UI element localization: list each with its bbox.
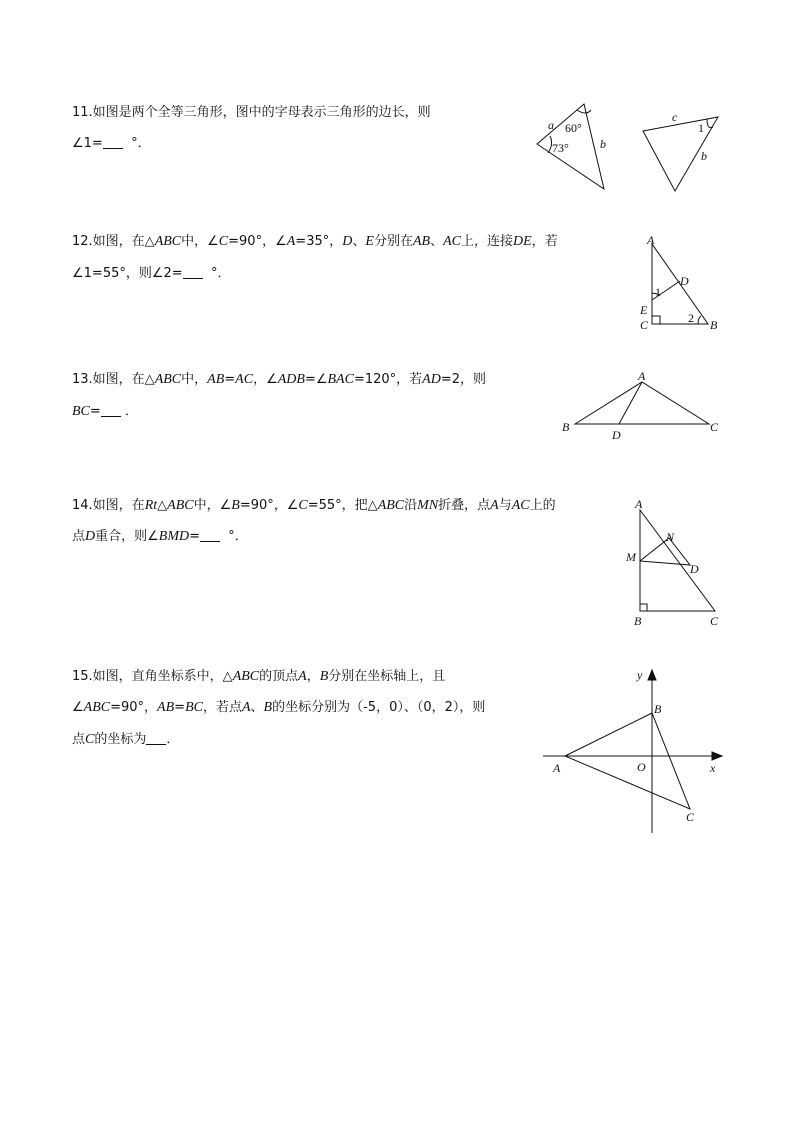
q13-triangle — [575, 382, 709, 424]
q14-var-abc: ABC — [167, 498, 194, 513]
q12-var-c: C — [218, 234, 229, 249]
q12-text-3: =90°，∠ — [228, 234, 287, 249]
q12-text-7: 、 — [430, 234, 444, 249]
q14-text-10: 点 — [72, 529, 86, 544]
q15-text-10: 的坐标分别为（-5，0）、（0，2），则 — [272, 700, 486, 715]
q14-label-B: B — [634, 614, 642, 628]
q14-text-2: △ — [157, 498, 168, 513]
q13-var-abc: ABC — [154, 372, 182, 387]
q15-label-y: y — [637, 668, 643, 682]
q12-text-2: 中，∠ — [181, 234, 219, 249]
q13-text-6: =120°，若 — [353, 372, 423, 387]
q14-var-ac: AC — [511, 498, 530, 513]
q15-text-1: 15.如图，直角坐标系中，△ — [72, 669, 233, 684]
q12-text-4: =35°， — [295, 234, 343, 249]
q15-label-x: x — [710, 761, 716, 775]
q12-line-1 — [72, 234, 558, 250]
q13-var-bc: BC — [72, 404, 90, 419]
q14-line-1 — [72, 498, 556, 514]
q15-text-7: = — [174, 700, 186, 715]
q12-var-ab: AB — [412, 234, 431, 249]
q15-triangle — [565, 713, 690, 809]
q15-text-5: ∠ — [72, 700, 84, 715]
q13-text-1: 13.如图，在△ — [72, 372, 155, 387]
q14-right-angle-mark — [640, 604, 647, 611]
q15-text-4: 分别在坐标轴上，且 — [328, 669, 446, 684]
q13-text-8: = — [89, 404, 101, 419]
q14-text-3: 中，∠ — [193, 498, 232, 513]
q12-text-8: 上，连接 — [460, 234, 513, 249]
q14-line-2 — [72, 529, 248, 545]
q14-var-bmd: BMD — [158, 529, 190, 544]
q15-var-abc: ABC — [232, 669, 260, 684]
q14-text-6: 沿 — [404, 498, 418, 513]
q12-label-A: A — [647, 233, 655, 247]
q11-label-c: c — [672, 110, 678, 124]
q13-figure — [558, 368, 728, 443]
q14-label-C: C — [710, 614, 719, 628]
q11-angle-label: ∠1= — [72, 136, 103, 151]
q13-text-4: ，∠ — [253, 372, 278, 387]
q13-label-C: C — [710, 420, 719, 434]
q12-label-2: 2 — [688, 311, 694, 325]
q13-var-bac: BAC — [327, 372, 354, 387]
q15-y-arrow — [648, 670, 656, 680]
q11-label-a: a — [548, 118, 554, 132]
q13-segment-ad — [619, 382, 642, 424]
q14-var-b: B — [231, 498, 240, 513]
q15-text-11: 点 — [72, 732, 86, 747]
q14-var-abc-2: ABC — [377, 498, 405, 513]
q12-text-1: 12.如图，在△ — [72, 234, 155, 249]
q12-var-d: D — [342, 234, 353, 249]
q13-var-ab: AB — [207, 372, 225, 387]
q15-label-C: C — [686, 810, 695, 824]
q11-label-b1: b — [600, 137, 606, 151]
q15-x-arrow — [712, 752, 722, 760]
q12-label-C: C — [640, 318, 649, 332]
q13-text-9: ． — [124, 404, 138, 419]
q14-label-A: A — [635, 497, 643, 511]
q15-text-12: 的坐标为 — [94, 732, 147, 747]
q15-line-3 — [72, 732, 179, 748]
q14-text-11: 重合，则∠ — [95, 529, 159, 544]
q15-label-A: A — [553, 761, 561, 775]
q13-answer-blank[interactable] — [101, 404, 121, 417]
q13-line-2 — [72, 404, 138, 420]
q13-var-ad: AD — [422, 372, 441, 387]
q15-label-O: O — [637, 760, 646, 774]
q13-text-2: 中， — [181, 372, 208, 387]
q11-answer-blank[interactable] — [103, 136, 123, 149]
q12-answer-blank[interactable] — [183, 266, 203, 279]
q14-text-9: 上的 — [529, 498, 556, 513]
q13-var-adb: ADB — [277, 372, 305, 387]
q14-var-rt: Rt — [144, 498, 158, 513]
q13-label-D: D — [612, 428, 621, 442]
q12-unit: °． — [210, 266, 231, 281]
q14-var-d: D — [85, 529, 96, 544]
q11-label-1: 1 — [698, 121, 704, 135]
q14-text-7: 折叠，点 — [438, 498, 491, 513]
q14-text-1: 14.如图，在 — [72, 498, 145, 513]
q14-figure — [620, 494, 730, 629]
q14-label-M: M — [626, 550, 636, 564]
q14-text-8: 与 — [498, 498, 512, 513]
q14-text-4: =90°，∠ — [239, 498, 299, 513]
q13-var-ac: AC — [235, 372, 254, 387]
q14-unit: °． — [228, 529, 248, 544]
q12-angle-mark-2 — [698, 316, 701, 324]
q11-line-1 — [72, 105, 431, 121]
q12-label-E: E — [640, 303, 648, 317]
q15-var-b-2: B — [263, 700, 273, 715]
q14-text-5: =55°，把△ — [307, 498, 378, 513]
q15-answer-blank[interactable] — [146, 732, 166, 745]
q11-triangle-left — [537, 104, 604, 189]
q14-answer-blank[interactable] — [200, 529, 220, 542]
q14-triangle — [640, 510, 715, 611]
q11-unit: °． — [131, 136, 151, 151]
q12-label-1: 1 — [655, 285, 661, 299]
q15-line-1 — [72, 669, 445, 685]
q14-var-c: C — [298, 498, 308, 513]
q11-angle-mark-2 — [577, 110, 591, 113]
q11-figure-left — [530, 96, 620, 196]
q15-text-13: ． — [166, 732, 180, 747]
q14-var-a: A — [490, 498, 499, 513]
q15-var-a-2: A — [241, 700, 251, 715]
q11-text: 11.如图是两个全等三角形，图中的字母表示三角形的边长，则 — [72, 105, 431, 120]
q12-line-2 — [72, 266, 230, 282]
q11-label-b2: b — [701, 149, 707, 163]
q11-label-60: 60° — [565, 121, 582, 135]
q12-var-ac: AC — [443, 234, 461, 249]
q12-text-10: ∠1=55°，则∠2= — [72, 266, 183, 281]
q14-var-mn: MN — [417, 498, 439, 513]
q12-var-a: A — [286, 234, 296, 249]
q13-text-5: =∠ — [304, 372, 328, 387]
q15-var-abc-2: ABC — [83, 700, 111, 715]
q15-text-8: ，若点 — [202, 700, 242, 715]
q12-text-5: 、 — [352, 234, 366, 249]
q15-var-c: C — [85, 732, 95, 747]
q12-var-abc: ABC — [154, 234, 182, 249]
q11-figure-right — [635, 106, 725, 196]
q12-var-e: E — [365, 234, 374, 249]
q12-text-6: 分别在 — [373, 234, 413, 249]
q15-figure — [540, 665, 730, 840]
q13-label-B: B — [562, 420, 570, 434]
q11-label-73: 73° — [552, 141, 569, 155]
q14-label-N: N — [666, 530, 675, 544]
q14-label-D: D — [690, 562, 699, 576]
q15-text-6: =90°， — [110, 700, 158, 715]
q15-var-ab: AB — [157, 700, 175, 715]
q13-label-A: A — [638, 369, 646, 383]
q12-label-B: B — [710, 318, 718, 332]
q12-figure — [630, 232, 730, 337]
q15-var-b: B — [319, 669, 329, 684]
q12-right-angle-mark — [652, 316, 660, 324]
q12-text-9: ，若 — [531, 234, 558, 249]
q15-label-B: B — [654, 702, 662, 716]
q12-var-de: DE — [512, 234, 532, 249]
q14-fold-mnd — [640, 538, 690, 565]
q15-var-a: A — [298, 669, 307, 684]
q15-text-2: 的顶点 — [259, 669, 299, 684]
q15-text-3: ， — [306, 669, 320, 684]
q15-text-9: 、 — [250, 700, 264, 715]
q12-label-D: D — [680, 274, 689, 288]
q13-text-3: = — [224, 372, 236, 387]
q13-line-1 — [72, 372, 486, 388]
q13-text-7: =2，则 — [440, 372, 486, 387]
q15-var-bc: BC — [185, 700, 203, 715]
q15-line-2 — [72, 700, 485, 716]
q11-line-2 — [72, 136, 151, 152]
q14-text-12: = — [189, 529, 201, 544]
